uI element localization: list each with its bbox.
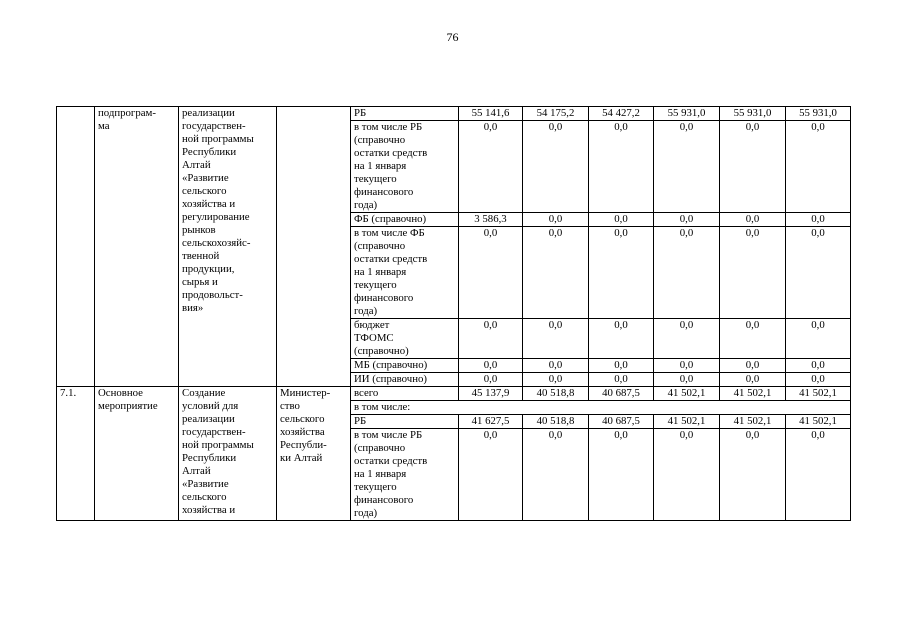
value-cell: 0,0 (523, 359, 589, 373)
source-cell: бюджет ТФОМС (справочно) (351, 319, 459, 359)
item-type-cell: Основное мероприятие (95, 387, 179, 521)
source-cell: РБ (351, 107, 459, 121)
source-cell: ФБ (справочно) (351, 213, 459, 227)
value-cell: 40 687,5 (589, 387, 654, 401)
executor-cell: Министер- ство сельского хозяйства Республи- ки Алтай (277, 387, 351, 521)
value-cell: 0,0 (654, 429, 720, 521)
source-cell: РБ (351, 415, 459, 429)
value-cell: 41 502,1 (720, 387, 786, 401)
value-cell: 41 502,1 (654, 415, 720, 429)
value-cell: 0,0 (459, 121, 523, 213)
value-cell: 0,0 (720, 121, 786, 213)
value-cell: 0,0 (589, 227, 654, 319)
value-cell: 0,0 (523, 373, 589, 387)
source-cell: в том числе ФБ (справочно остатки средств на 1 января текущего финансового года) (351, 227, 459, 319)
value-cell: 0,0 (459, 429, 523, 521)
value-cell: 0,0 (589, 429, 654, 521)
value-cell: 0,0 (589, 359, 654, 373)
value-cell: 0,0 (654, 319, 720, 359)
value-cell: 0,0 (459, 373, 523, 387)
value-cell: 0,0 (589, 213, 654, 227)
value-cell: 0,0 (786, 359, 851, 373)
value-cell: 55 931,0 (654, 107, 720, 121)
value-cell: 40 518,8 (523, 387, 589, 401)
value-cell: 0,0 (459, 319, 523, 359)
source-cell: в том числе РБ (справочно остатки средств на 1 января текущего финансового года) (351, 429, 459, 521)
value-cell: 0,0 (523, 319, 589, 359)
value-cell: 55 141,6 (459, 107, 523, 121)
table-row (57, 107, 851, 121)
value-cell: 55 931,0 (720, 107, 786, 121)
value-cell: 3 586,3 (459, 213, 523, 227)
value-cell: 0,0 (720, 319, 786, 359)
value-cell: 0,0 (786, 121, 851, 213)
value-cell: 0,0 (720, 227, 786, 319)
value-cell: 0,0 (589, 319, 654, 359)
value-cell: 41 502,1 (654, 387, 720, 401)
value-cell: 40 518,8 (523, 415, 589, 429)
value-cell: 0,0 (523, 429, 589, 521)
value-cell: 0,0 (786, 319, 851, 359)
source-cell: всего (351, 387, 459, 401)
page-number: 76 (446, 30, 459, 44)
value-cell: 55 931,0 (786, 107, 851, 121)
row-number-cell (57, 107, 95, 387)
value-cell: 0,0 (720, 429, 786, 521)
value-cell: 54 175,2 (523, 107, 589, 121)
value-cell: 0,0 (720, 213, 786, 227)
value-cell: 0,0 (523, 213, 589, 227)
item-title-cell: Создание условий для реализации государствен- ной программы Республики Алтай «Развитие сельского хозяйства и (179, 387, 277, 521)
value-cell: 0,0 (459, 227, 523, 319)
value-cell: 41 502,1 (786, 387, 851, 401)
value-cell: 0,0 (786, 213, 851, 227)
row-number-cell: 7.1. (57, 387, 95, 521)
value-cell: 0,0 (654, 373, 720, 387)
value-cell: 41 502,1 (720, 415, 786, 429)
value-cell: 0,0 (720, 359, 786, 373)
value-cell: 45 137,9 (459, 387, 523, 401)
value-cell: 41 502,1 (786, 415, 851, 429)
source-cell: МБ (справочно) (351, 359, 459, 373)
item-title-cell: реализации государствен- ной программы Республики Алтай «Развитие сельского хозяйства и регулирование рынков сельскохозяйс- твенной продукции, сырья и продовольст- вия» (179, 107, 277, 387)
source-cell: в том числе РБ (справочно остатки средств на 1 января текущего финансового года) (351, 121, 459, 213)
executor-cell (277, 107, 351, 387)
value-cell: 0,0 (459, 359, 523, 373)
source-cell: в том числе: (351, 401, 851, 415)
value-cell: 0,0 (720, 373, 786, 387)
value-cell: 41 627,5 (459, 415, 523, 429)
value-cell: 0,0 (589, 373, 654, 387)
value-cell: 0,0 (654, 227, 720, 319)
value-cell: 0,0 (654, 359, 720, 373)
table-row (57, 387, 851, 401)
value-cell: 0,0 (589, 121, 654, 213)
value-cell: 0,0 (654, 213, 720, 227)
value-cell: 40 687,5 (589, 415, 654, 429)
budget-table (56, 106, 851, 521)
value-cell: 0,0 (523, 227, 589, 319)
value-cell: 54 427,2 (589, 107, 654, 121)
value-cell: 0,0 (786, 227, 851, 319)
item-type-cell: подпрограм- ма (95, 107, 179, 387)
value-cell: 0,0 (786, 373, 851, 387)
value-cell: 0,0 (786, 429, 851, 521)
value-cell: 0,0 (654, 121, 720, 213)
value-cell: 0,0 (523, 121, 589, 213)
source-cell: ИИ (справочно) (351, 373, 459, 387)
